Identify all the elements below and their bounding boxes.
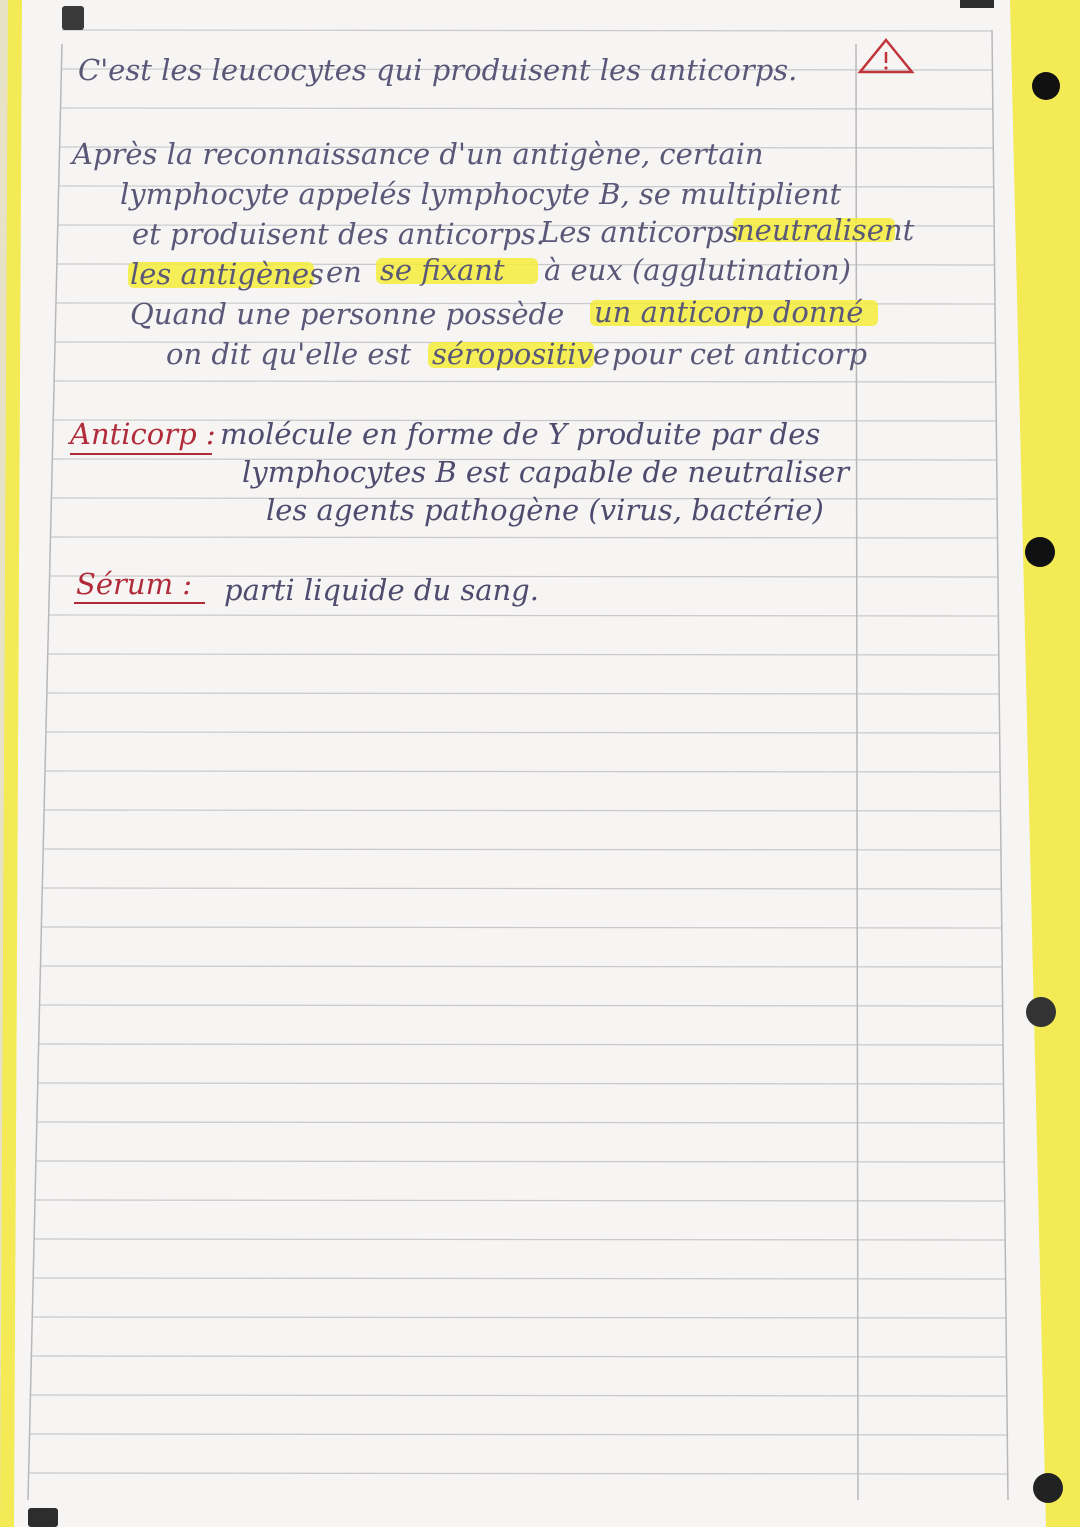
corner-tab: [960, 0, 994, 8]
para-1-tail: Les anticorps: [540, 215, 739, 249]
punch-hole: [1032, 72, 1060, 100]
para-1-line-1: Après la reconnaissance d'un antigène, certain: [72, 137, 764, 171]
para-2-mid: en: [326, 255, 362, 289]
punch-hole: [1033, 1473, 1063, 1503]
punch-hole: [1025, 537, 1055, 567]
def-serum-term: Sérum :: [76, 567, 193, 601]
para-1-line-2: lymphocyte appelés lymphocyte B, se multiplient: [120, 177, 842, 211]
corner-logo-icon: [28, 1508, 58, 1527]
highlight-seropositive: séropositive: [432, 337, 611, 371]
punch-hole: [1026, 997, 1056, 1027]
def-anticorps-line-1: molécule en forme de Y produite par des: [220, 417, 821, 451]
highlight-un-anticorps: un anticorp donné: [594, 295, 864, 329]
def-anticorps-term: Anticorp :: [70, 417, 216, 451]
corner-logo-icon: [62, 6, 84, 30]
para-1-line-3: et produisent des anticorps.: [132, 217, 545, 251]
highlight-antigenes: les antigènes: [130, 257, 324, 291]
para-2-end: à eux (agglutination): [544, 253, 851, 287]
para-3-line2-end: pour cet anticorp: [612, 337, 868, 371]
para-3-start: Quand une personne possède: [130, 297, 565, 331]
def-anticorps-line-2: lymphocytes B est capable de neutraliser: [242, 455, 850, 489]
note-line-1: C'est les leucocytes qui produisent les anticorps.: [78, 53, 798, 87]
def-anticorps-line-3: les agents pathogène (virus, bactérie): [266, 493, 824, 527]
def-serum-text: parti liquide du sang.: [224, 573, 539, 607]
highlight-se-fixant: se fixant: [380, 253, 505, 287]
para-3-line2-start: on dit qu'elle est: [166, 337, 412, 371]
highlight-neutralisent: neutralisent: [736, 213, 915, 247]
